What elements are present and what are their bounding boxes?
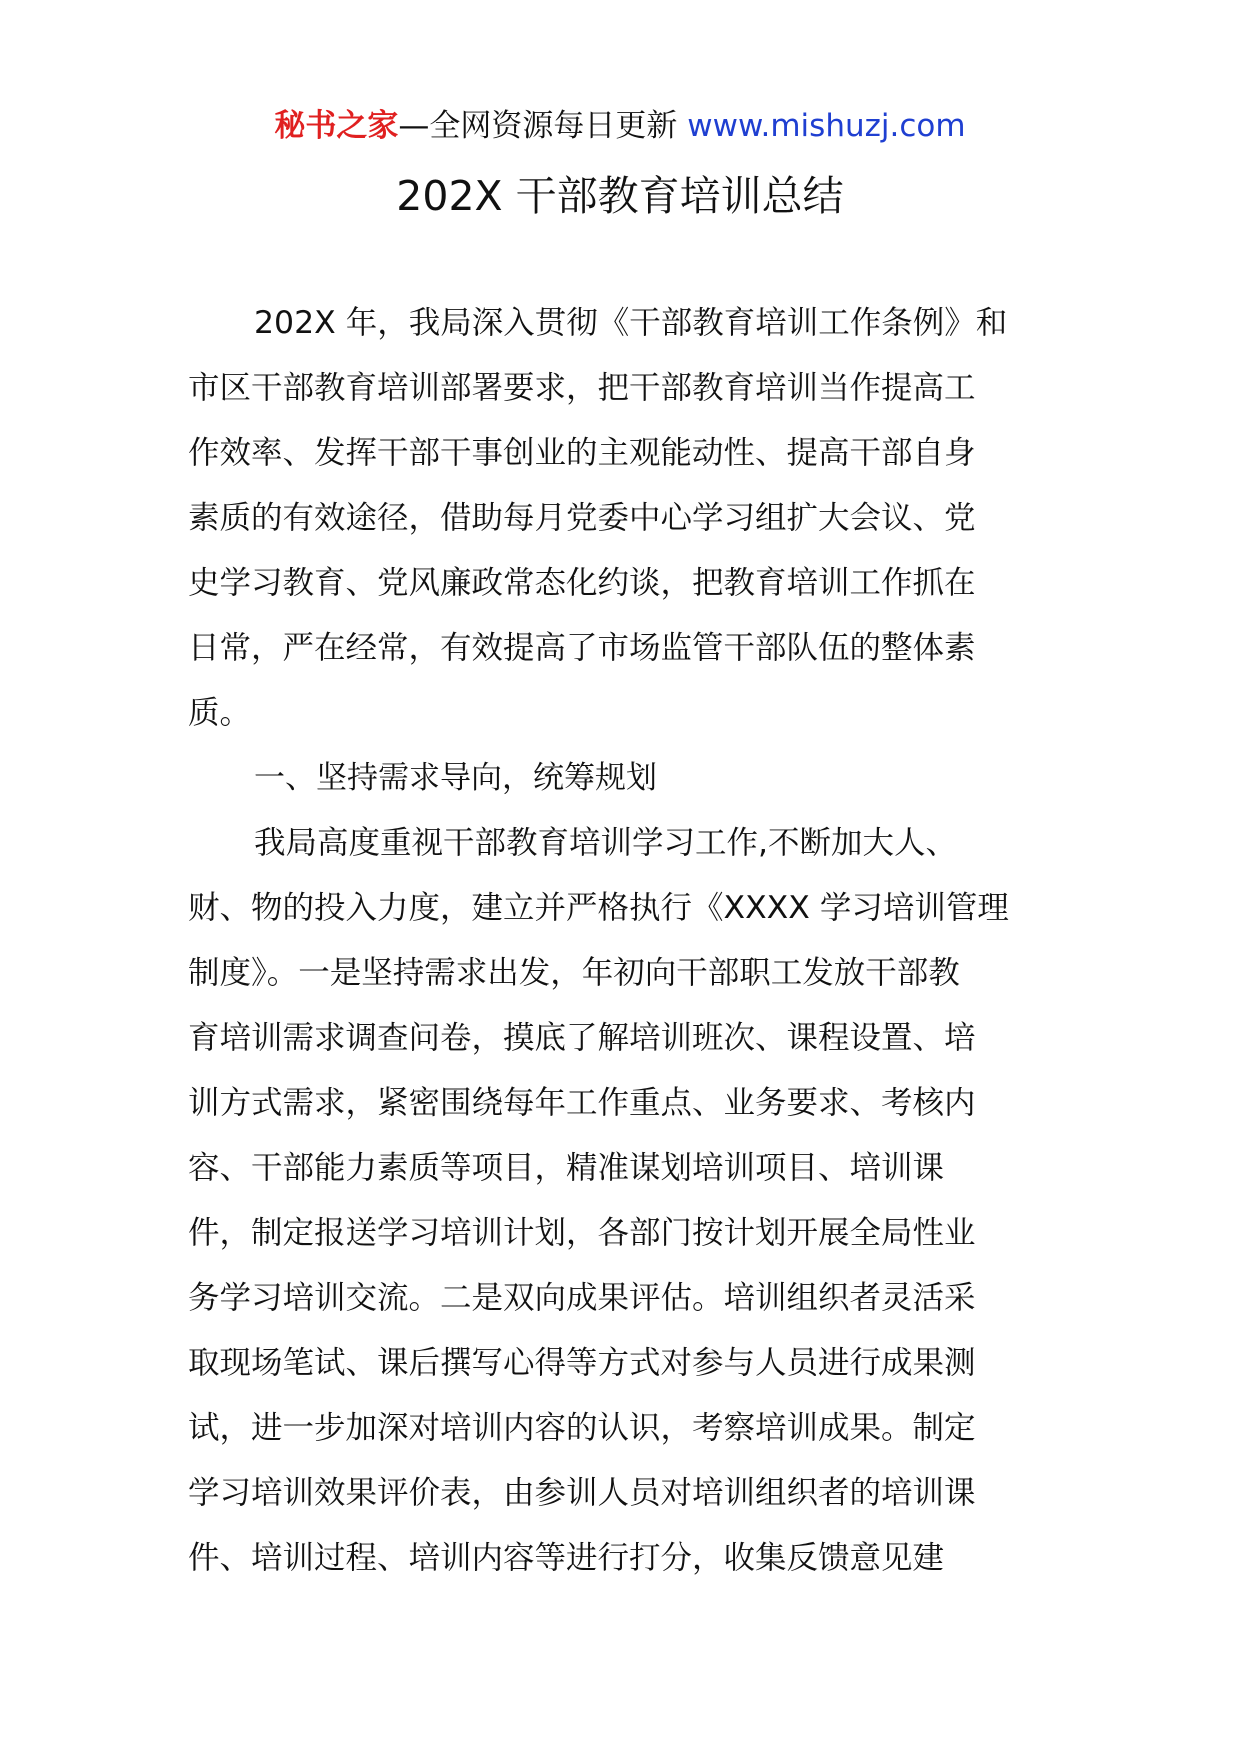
- paragraph-line: 财、物的投入力度，建立并严格执行《XXXX 学习培训管理: [188, 890, 1009, 926]
- paragraph-line: 件、培训过程、培训内容等进行打分，收集反馈意见建: [188, 1540, 945, 1576]
- document-body: [188, 291, 1058, 1591]
- paragraph-line: 训方式需求，紧密围绕每年工作重点、业务要求、考核内: [188, 1085, 976, 1121]
- paragraph-line: 我局高度重视干部教育培训学习工作,不断加大人、: [254, 825, 958, 861]
- paragraph-line: 素质的有效途径，借助每月党委中心学习组扩大会议、党: [188, 500, 976, 536]
- paragraph-line: 取现场笔试、课后撰写心得等方式对参与人员进行成果测: [188, 1345, 976, 1381]
- site-header: [0, 104, 1240, 148]
- paragraph-line: 学习培训效果评价表，由参训人员对培训组织者的培训课: [188, 1475, 976, 1511]
- paragraph-line: 作效率、发挥干部干事创业的主观能动性、提高干部自身: [188, 435, 976, 471]
- paragraph-line: 市区干部教育培训部署要求，把干部教育培训当作提高工: [188, 370, 976, 406]
- paragraph-line: 202X 年，我局深入贯彻《干部教育培训工作条例》和: [254, 305, 1008, 341]
- paragraph-line: 试，进一步加深对培训内容的认识，考察培训成果。制定: [188, 1410, 976, 1446]
- site-brand: 秘书之家: [274, 108, 399, 144]
- paragraph-line: 务学习培训交流。二是双向成果评估。培训组织者灵活采: [188, 1280, 976, 1316]
- paragraph-line: 育培训需求调查问卷，摸底了解培训班次、课程设置、培: [188, 1020, 976, 1056]
- paragraph-line: 件，制定报送学习培训计划，各部门按计划开展全局性业: [188, 1215, 976, 1251]
- site-tagline: —全网资源每日更新: [398, 108, 678, 144]
- paragraph-line: 制度》。一是坚持需求出发，年初向干部职工发放干部教: [188, 955, 960, 991]
- paragraph-line: 史学习教育、党风廉政常态化约谈，把教育培训工作抓在: [188, 565, 976, 601]
- paragraph-line: 日常，严在经常，有效提高了市场监管干部队伍的整体素: [188, 630, 976, 666]
- document-title: 202X 干部教育培训总结: [396, 172, 844, 220]
- paragraph-line: 质。: [188, 695, 252, 731]
- paragraph-line: 容、干部能力素质等项目，精准谋划培训项目、培训课: [188, 1150, 945, 1186]
- section-heading: 一、坚持需求导向，统筹规划: [254, 760, 657, 796]
- site-url-link[interactable]: www.mishuzj.com: [687, 108, 966, 144]
